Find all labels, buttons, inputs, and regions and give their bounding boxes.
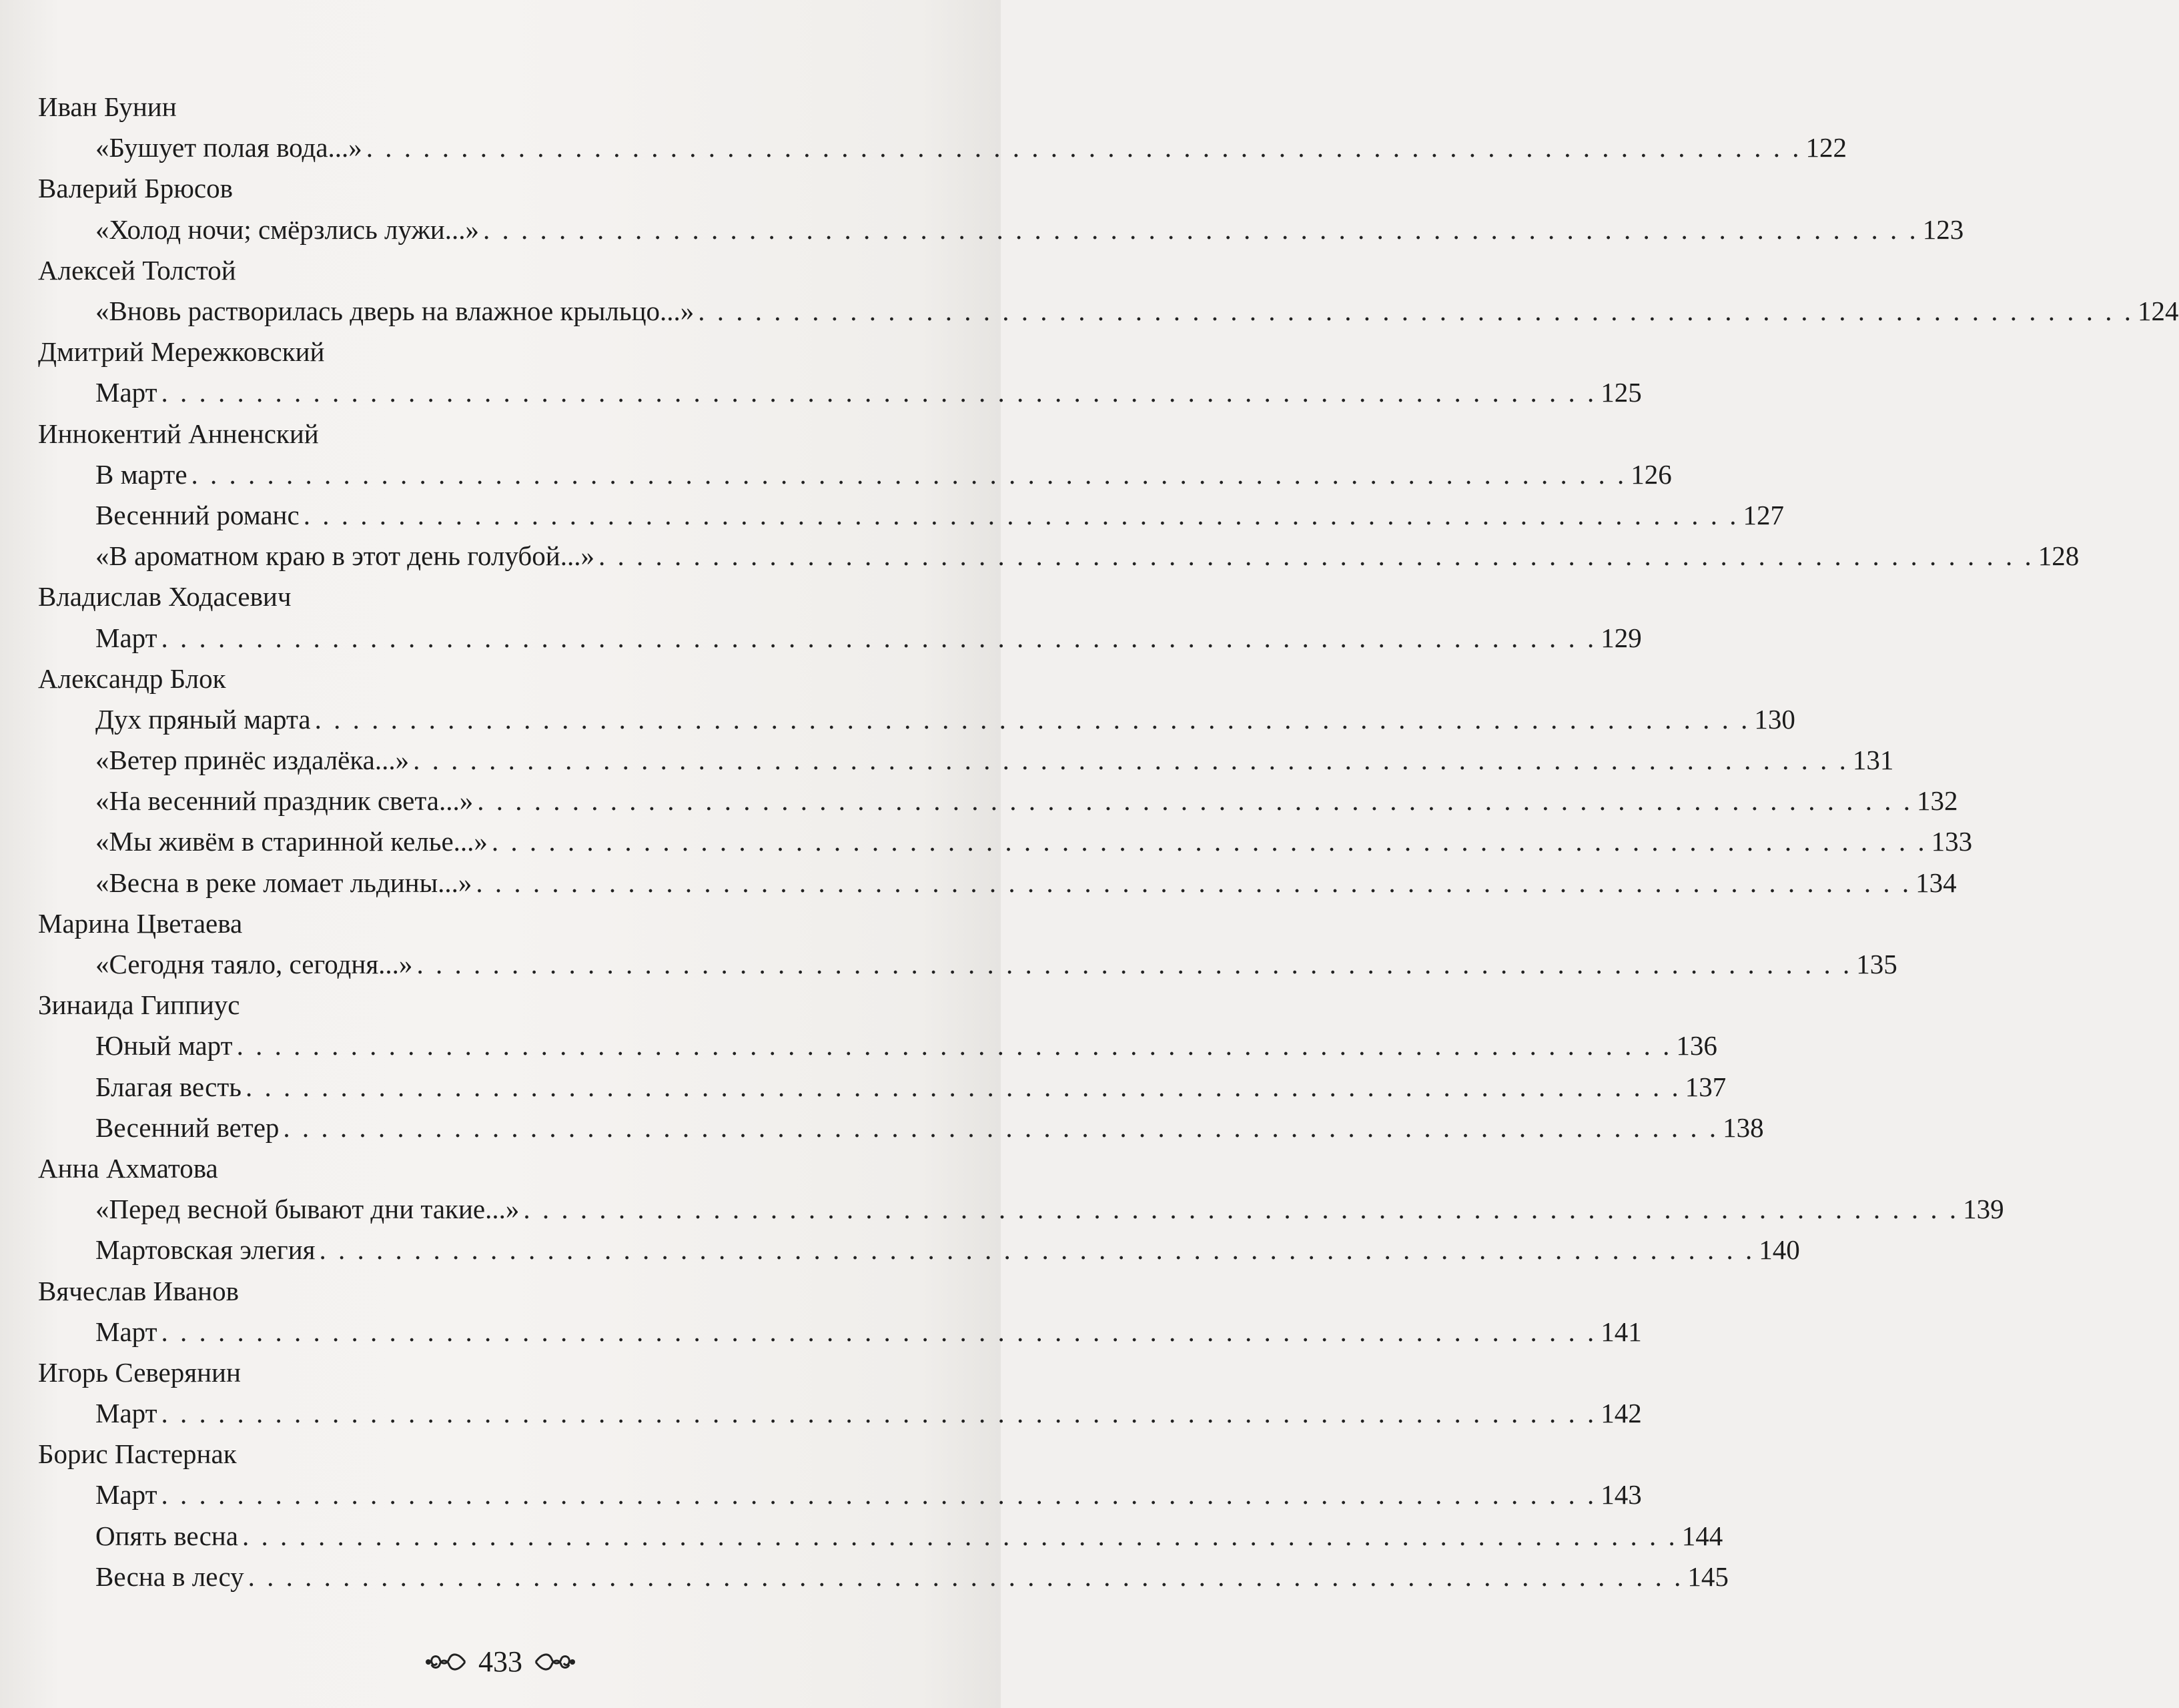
entry-page-number: 135 [1856, 949, 1897, 980]
toc-entry [38, 781, 1958, 821]
dot-leader: . . . . . . . . . . . . . . . . . . . . . . . . . . . . . . . . . . . . . . . . . . . . . . . . . . . . . . . . . . . . . . . . . . . . . . . . . . . . [161, 377, 1597, 408]
entry-title: «Вновь растворилась дверь на влажное крыльцо...» [95, 296, 695, 327]
author-name: Александр Блок [38, 663, 226, 694]
dot-leader: . . . . . . . . . . . . . . . . . . . . . . . . . . . . . . . . . . . . . . . . . . . . . . . . . . . . . . . . . . . . . . . . . . . . . . . . . . . . [248, 1561, 1684, 1592]
entry-title: Опять весна [95, 1520, 238, 1551]
dot-leader: . . . . . . . . . . . . . . . . . . . . . . . . . . . . . . . . . . . . . . . . . . . . . . . . . . . . . . . . . . . . . . . . . . . . . . . . . . . . [303, 499, 1739, 530]
author-name: Игорь Северянин [38, 1356, 241, 1388]
dot-leader: . . . . . . . . . . . . . . . . . . . . . . . . . . . . . . . . . . . . . . . . . . . . . . . . . . . . . . . . . . . . . . . . . . . . . . . . . . . . [523, 1194, 1959, 1225]
table-of-contents [38, 87, 2179, 1597]
entry-title: Благая весть [95, 1071, 242, 1102]
toc-author [38, 332, 922, 372]
dot-leader: . . . . . . . . . . . . . . . . . . . . . . . . . . . . . . . . . . . . . . . . . . . . . . . . . . . . . . . . . . . . . . . . . . . . . . . . . . . . [236, 1030, 1673, 1061]
entry-page-number: 145 [1687, 1561, 1729, 1592]
author-name: Иннокентий Анненский [38, 418, 319, 449]
toc-entry [38, 209, 1964, 250]
toc-entry [38, 699, 1795, 740]
entry-title: Март [95, 1479, 157, 1511]
toc-entry [38, 1108, 1764, 1148]
toc-entry [38, 454, 1672, 495]
toc-author [38, 1352, 922, 1393]
dot-leader: . . . . . . . . . . . . . . . . . . . . . . . . . . . . . . . . . . . . . . . . . . . . . . . . . . . . . . . . . . . . . . . . . . . . . . . . . . . . [413, 745, 1849, 776]
entry-page-number: 134 [1915, 867, 1957, 898]
author-name: Владислав Ходасевич [38, 581, 292, 612]
entry-page-number: 141 [1601, 1316, 1642, 1347]
toc-entry [38, 821, 1973, 862]
entry-page-number: 144 [1681, 1520, 1723, 1551]
dot-leader: . . . . . . . . . . . . . . . . . . . . . . . . . . . . . . . . . . . . . . . . . . . . . . . . . . . . . . . . . . . . . . . . . . . . . . . . . . . . [476, 867, 1912, 898]
entry-title: «Перед весной бывают дни такие...» [95, 1194, 520, 1225]
dot-leader: . . . . . . . . . . . . . . . . . . . . . . . . . . . . . . . . . . . . . . . . . . . . . . . . . . . . . . . . . . . . . . . . . . . . . . . . . . . . [283, 1112, 1719, 1143]
dot-leader: . . . . . . . . . . . . . . . . . . . . . . . . . . . . . . . . . . . . . . . . . . . . . . . . . . . . . . . . . . . . . . . . . . . . . . . . . . . . [314, 703, 1751, 735]
author-name: Дмитрий Мережковский [38, 336, 325, 368]
entry-page-number: 130 [1754, 703, 1795, 735]
dot-leader: . . . . . . . . . . . . . . . . . . . . . . . . . . . . . . . . . . . . . . . . . . . . . . . . . . . . . . . . . . . . . . . . . . . . . . . . . . . . [698, 296, 2134, 327]
entry-page-number: 142 [1601, 1398, 1642, 1429]
toc-author [38, 87, 922, 127]
dot-leader: . . . . . . . . . . . . . . . . . . . . . . . . . . . . . . . . . . . . . . . . . . . . . . . . . . . . . . . . . . . . . . . . . . . . . . . . . . . . [482, 214, 1919, 245]
entry-page-number: 143 [1601, 1479, 1642, 1511]
toc-entry [38, 944, 1897, 985]
author-name: Анна Ахматова [38, 1152, 218, 1184]
entry-page-number: 125 [1601, 377, 1642, 408]
entry-title: «Мы живём в старинной келье...» [95, 826, 488, 857]
entry-title: Март [95, 377, 157, 408]
entry-page-number: 138 [1723, 1112, 1764, 1143]
toc-author [38, 576, 922, 617]
toc-entry [38, 1393, 1642, 1434]
entry-title: Весенний ветер [95, 1112, 280, 1143]
toc-entry [38, 1557, 1729, 1597]
dot-leader: . . . . . . . . . . . . . . . . . . . . . . . . . . . . . . . . . . . . . . . . . . . . . . . . . . . . . . . . . . . . . . . . . . . . . . . . . . . . [319, 1234, 1755, 1266]
entry-page-number: 139 [1963, 1194, 2004, 1225]
entry-page-number: 136 [1676, 1030, 1717, 1061]
dot-leader: . . . . . . . . . . . . . . . . . . . . . . . . . . . . . . . . . . . . . . . . . . . . . . . . . . . . . . . . . . . . . . . . . . . . . . . . . . . . [242, 1520, 1678, 1551]
toc-entry [38, 1067, 1727, 1108]
entry-page-number: 126 [1631, 458, 1672, 490]
entry-page-number: 131 [1852, 745, 1894, 776]
toc-entry [38, 863, 1957, 903]
entry-page-number: 127 [1743, 499, 1784, 530]
author-name: Валерий Брюсов [38, 173, 233, 204]
author-name: Алексей Толстой [38, 254, 236, 286]
entry-page-number: 128 [2038, 540, 2080, 572]
toc-author [38, 1148, 922, 1189]
toc-entry [38, 1474, 1642, 1515]
entry-title: Весенний романс [95, 499, 300, 530]
dot-leader: . . . . . . . . . . . . . . . . . . . . . . . . . . . . . . . . . . . . . . . . . . . . . . . . . . . . . . . . . . . . . . . . . . . . . . . . . . . . [161, 1398, 1597, 1429]
entry-title: Юный март [95, 1030, 233, 1061]
toc-entry [38, 740, 1894, 781]
entry-title: «Весна в реке ломает льдины...» [95, 867, 472, 898]
dot-leader: . . . . . . . . . . . . . . . . . . . . . . . . . . . . . . . . . . . . . . . . . . . . . . . . . . . . . . . . . . . . . . . . . . . . . . . . . . . . [161, 622, 1597, 653]
author-name: Зинаида Гиппиус [38, 989, 240, 1021]
entry-title: «Холод ночи; смёрзлись лужи...» [95, 214, 479, 245]
entry-title: Весна в лесу [95, 1561, 244, 1592]
entry-page-number: 122 [1805, 132, 1847, 163]
toc-entry [38, 536, 2080, 576]
dot-leader: . . . . . . . . . . . . . . . . . . . . . . . . . . . . . . . . . . . . . . . . . . . . . . . . . . . . . . . . . . . . . . . . . . . . . . . . . . . . [161, 1479, 1597, 1511]
dot-leader: . . . . . . . . . . . . . . . . . . . . . . . . . . . . . . . . . . . . . . . . . . . . . . . . . . . . . . . . . . . . . . . . . . . . . . . . . . . . [491, 826, 1927, 857]
toc-entry [38, 1189, 2004, 1230]
author-name: Борис Пастернак [38, 1438, 237, 1470]
toc-entry [38, 127, 1847, 168]
toc-entry [38, 1312, 1642, 1352]
page-footer [0, 1645, 1001, 1679]
dot-leader: . . . . . . . . . . . . . . . . . . . . . . . . . . . . . . . . . . . . . . . . . . . . . . . . . . . . . . . . . . . . . . . . . . . . . . . . . . . . [598, 540, 2034, 572]
page-number: 433 [478, 1645, 522, 1678]
toc-author [38, 903, 922, 944]
toc-entry [38, 1025, 1717, 1066]
toc-author [38, 659, 922, 699]
toc-entry [38, 1516, 1723, 1557]
right-ornament-icon [533, 1650, 576, 1674]
entry-page-number: 132 [1916, 785, 1958, 817]
entry-title: Март [95, 622, 157, 653]
entry-title: «Сегодня таяло, сегодня...» [95, 949, 413, 980]
dot-leader: . . . . . . . . . . . . . . . . . . . . . . . . . . . . . . . . . . . . . . . . . . . . . . . . . . . . . . . . . . . . . . . . . . . . . . . . . . . . [191, 458, 1627, 490]
dot-leader: . . . . . . . . . . . . . . . . . . . . . . . . . . . . . . . . . . . . . . . . . . . . . . . . . . . . . . . . . . . . . . . . . . . . . . . . . . . . [366, 132, 1802, 163]
entry-page-number: 140 [1759, 1234, 1800, 1266]
author-name: Вячеслав Иванов [38, 1275, 239, 1306]
entry-page-number: 129 [1601, 622, 1642, 653]
entry-title: Мартовская элегия [95, 1234, 316, 1266]
entry-page-number: 124 [2138, 296, 2179, 327]
left-ornament-icon [425, 1650, 468, 1674]
entry-title: «В ароматном краю в этот день голубой...» [95, 540, 594, 572]
entry-title: В марте [95, 458, 187, 490]
entry-page-number: 137 [1685, 1071, 1727, 1102]
dot-leader: . . . . . . . . . . . . . . . . . . . . . . . . . . . . . . . . . . . . . . . . . . . . . . . . . . . . . . . . . . . . . . . . . . . . . . . . . . . . [477, 785, 1913, 817]
toc-author [38, 1434, 922, 1474]
toc-entry [38, 1230, 1800, 1270]
author-name: Марина Цветаева [38, 907, 243, 939]
dot-leader: . . . . . . . . . . . . . . . . . . . . . . . . . . . . . . . . . . . . . . . . . . . . . . . . . . . . . . . . . . . . . . . . . . . . . . . . . . . . [416, 949, 1853, 980]
toc-author [38, 250, 922, 291]
author-name: Иван Бунин [38, 91, 177, 123]
toc-entry [38, 291, 2179, 332]
entry-title: Март [95, 1398, 157, 1429]
dot-leader: . . . . . . . . . . . . . . . . . . . . . . . . . . . . . . . . . . . . . . . . . . . . . . . . . . . . . . . . . . . . . . . . . . . . . . . . . . . . [245, 1071, 1681, 1102]
entry-title: «Ветер принёс издалёка...» [95, 745, 410, 776]
toc-author [38, 414, 922, 454]
entry-title: «На весенний праздник света...» [95, 785, 474, 817]
toc-entry [38, 495, 1784, 536]
entry-title: Дух пряный марта [95, 703, 311, 735]
toc-author [38, 168, 922, 209]
toc-entry [38, 617, 1642, 658]
entry-page-number: 133 [1931, 826, 1973, 857]
entry-page-number: 123 [1922, 214, 1964, 245]
toc-author [38, 1270, 922, 1311]
entry-title: Март [95, 1316, 157, 1347]
dot-leader: . . . . . . . . . . . . . . . . . . . . . . . . . . . . . . . . . . . . . . . . . . . . . . . . . . . . . . . . . . . . . . . . . . . . . . . . . . . . [161, 1316, 1597, 1347]
entry-title: «Бушует полая вода...» [95, 132, 362, 163]
toc-author [38, 985, 922, 1025]
toc-entry [38, 372, 1642, 413]
